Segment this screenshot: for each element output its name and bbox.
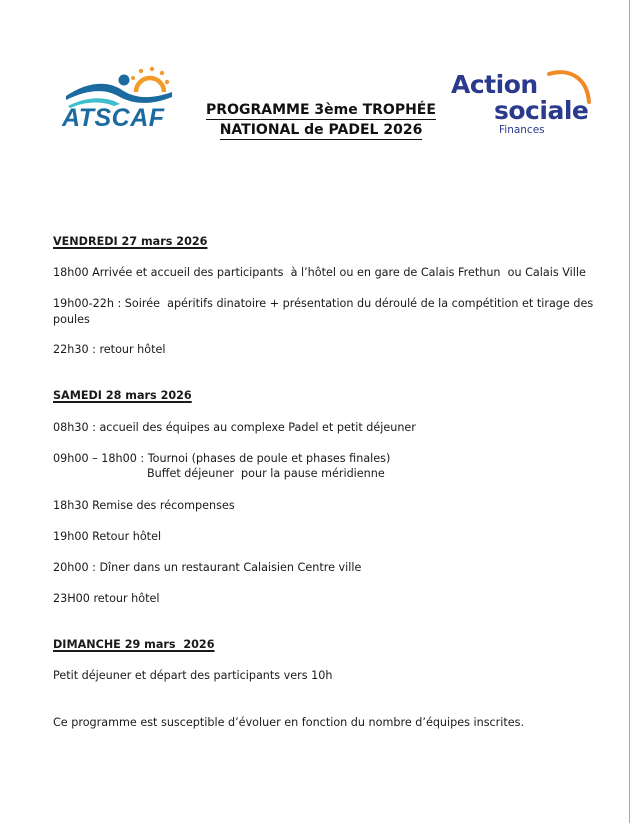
day-heading-vendredi: VENDREDI 27 mars 2026 xyxy=(53,235,208,248)
schedule-item-continuation: poules xyxy=(53,313,90,326)
schedule-item-continuation: Buffet déjeuner pour la pause méridienne xyxy=(147,467,385,480)
day-heading-dimanche: DIMANCHE 29 mars 2026 xyxy=(53,638,215,651)
schedule-item: 18h30 Remise des récompenses xyxy=(53,499,235,512)
schedule-item: 18h00 Arrivée et accueil des participants à l’hôtel ou en gare de Calais Frethun ou Calais Ville xyxy=(53,266,586,279)
day-heading-samedi: SAMEDI 28 mars 2026 xyxy=(53,389,192,402)
title-line-2: NATIONAL de PADEL 2026 xyxy=(219,122,423,138)
logo-action-text: Action xyxy=(451,70,538,99)
footer-note: Ce programme est susceptible d’évoluer en fonction du nombre d’équipes inscrites. xyxy=(53,716,525,729)
title-line-1: PROGRAMME 3ème TROPHÉE xyxy=(206,102,436,118)
schedule-item: 08h30 : accueil des équipes au complexe Padel et petit déjeuner xyxy=(53,421,416,434)
atscaf-wave-sun-icon xyxy=(62,66,174,108)
action-sociale-logo xyxy=(451,70,601,140)
logo-finances-text: Finances xyxy=(499,124,545,136)
schedule-item: 19h00-22h : Soirée apéritifs dinatoire + présentation du déroulé de la compétition et tirage des xyxy=(53,297,594,310)
schedule-item: 19h00 Retour hôtel xyxy=(53,530,162,543)
atscaf-wordmark: ATSCAF xyxy=(62,104,165,132)
schedule-item: 20h00 : Dîner dans un restaurant Calaisien Centre ville xyxy=(53,561,362,574)
schedule-item: Petit déjeuner et départ des participants vers 10h xyxy=(53,669,333,682)
page-title xyxy=(190,100,452,140)
logo-sociale-text: sociale xyxy=(494,96,589,125)
schedule-item: 22h30 : retour hôtel xyxy=(53,343,166,356)
atscaf-logo xyxy=(62,66,174,138)
schedule-item: 09h00 – 18h00 : Tournoi (phases de poule et phases finales) xyxy=(53,452,391,465)
schedule-item: 23H00 retour hôtel xyxy=(53,592,160,605)
